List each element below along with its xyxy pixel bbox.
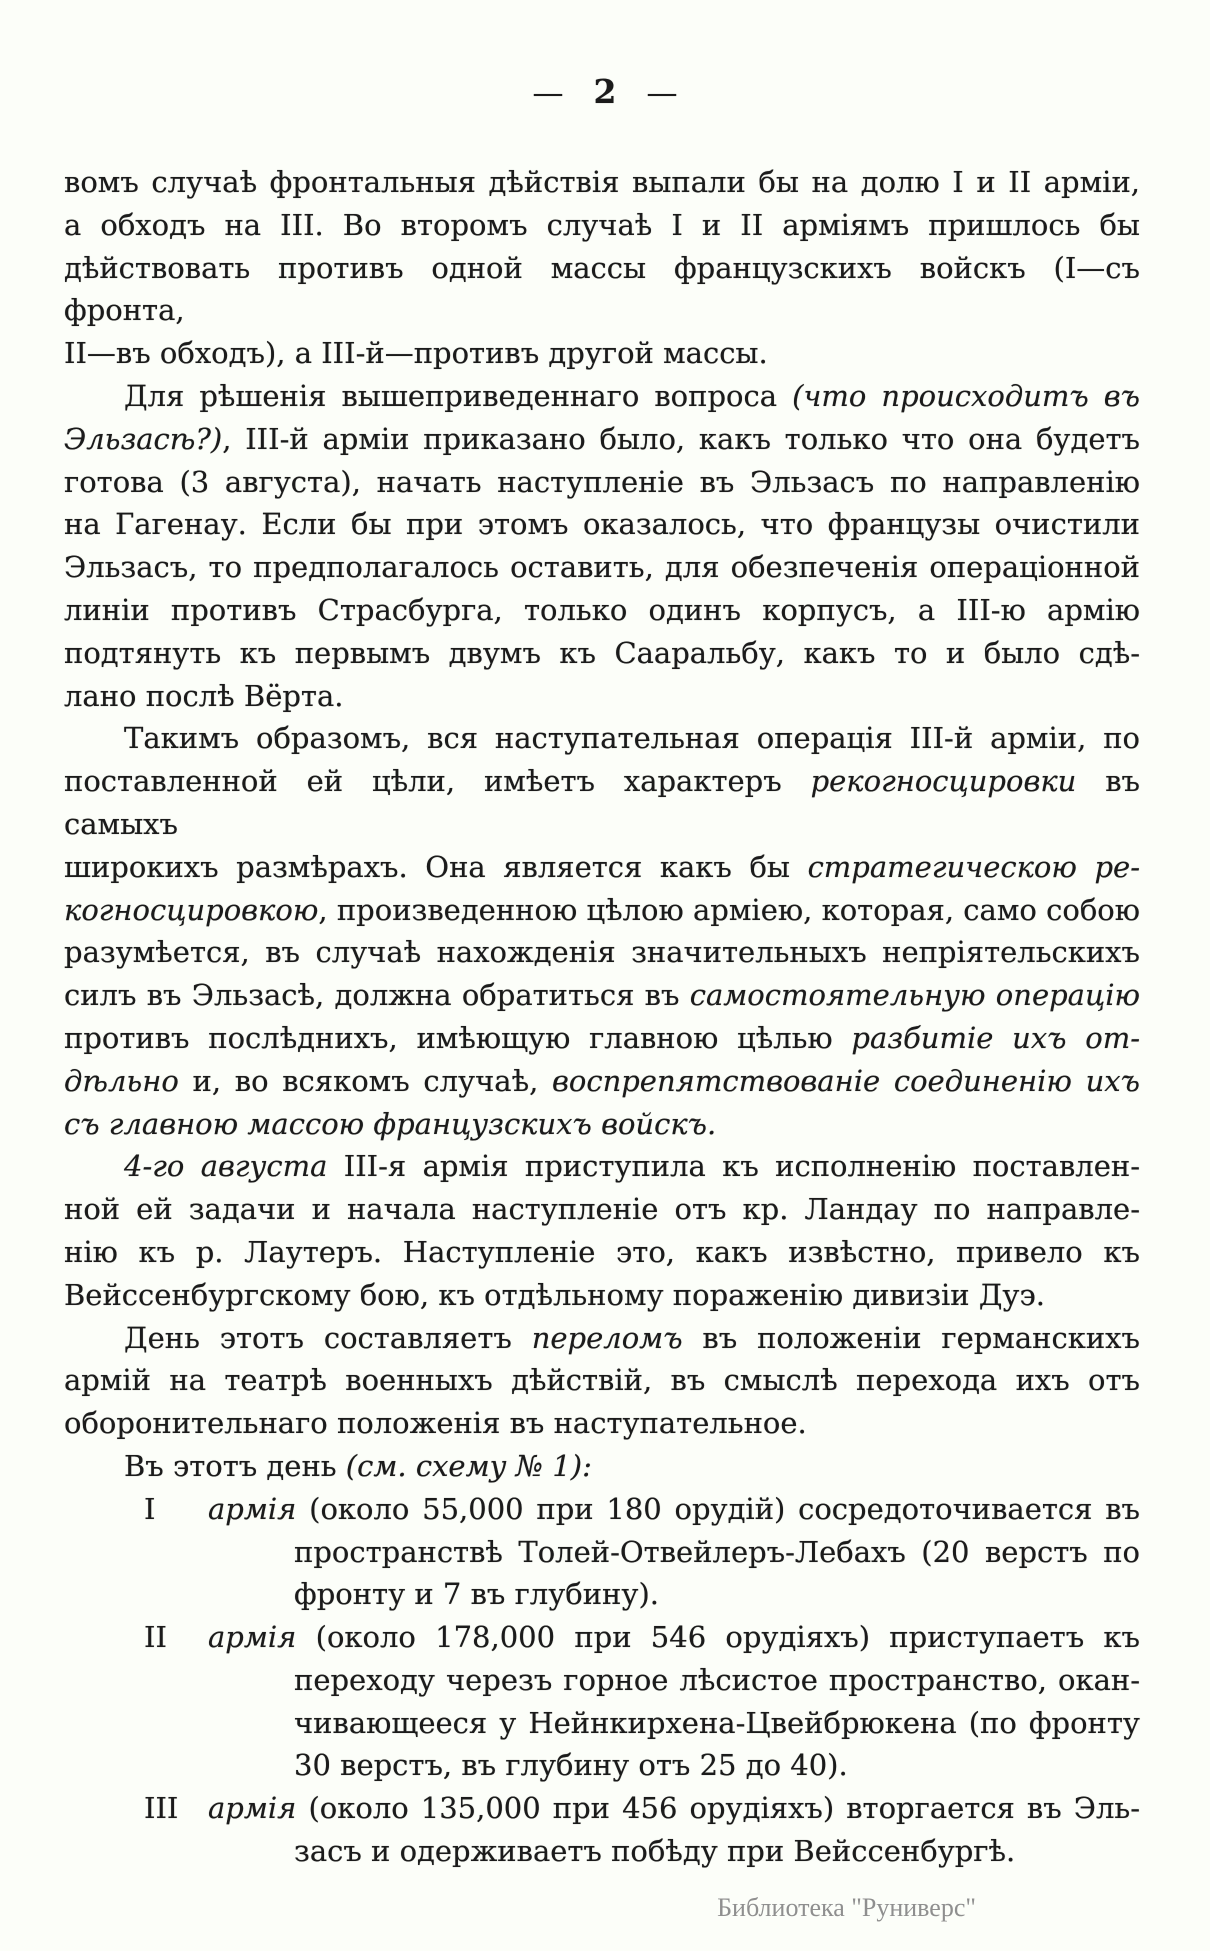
text-run: на Гагенау. Если бы при этомъ оказалось, что французы очистили bbox=[64, 507, 1140, 542]
text-run: подтянуть къ первымъ двумъ къ Сааральбу, какъ то и было сдѣ- bbox=[64, 635, 1140, 670]
text-line bbox=[64, 161, 1140, 204]
text-run: въ положеніи германскихъ bbox=[682, 1320, 1140, 1355]
paragraph-frontal-actions bbox=[64, 161, 1140, 375]
header-left-dash: — bbox=[532, 75, 564, 111]
paragraph-turning-point bbox=[64, 1317, 1140, 1445]
text-run: Такимъ образомъ, вся наступательная операція III-й арміи, по bbox=[124, 721, 1140, 756]
italic-text-run: армія bbox=[208, 1620, 297, 1655]
text-run: ной ей задачи и начала наступленіе отъ кр. Ландау по направле- bbox=[64, 1192, 1140, 1227]
header-right-dash: — bbox=[646, 75, 678, 111]
text-run: Вейссенбургскому бою, къ отдѣльному пораженію дивизіи Дуэ. bbox=[64, 1277, 1045, 1312]
text-run: противъ послѣднихъ, имѣющую главною цѣлью bbox=[64, 1020, 852, 1055]
text-run: Для рѣшенія вышеприведеннаго вопроса bbox=[124, 378, 793, 413]
text-run: Въ этотъ день bbox=[124, 1448, 346, 1483]
text-run: День этотъ составляетъ bbox=[124, 1320, 532, 1355]
army-list-item-1 bbox=[64, 1488, 1140, 1616]
paragraph-reconnaissance-character bbox=[64, 717, 1140, 1145]
text-line bbox=[64, 1787, 1140, 1830]
text-line bbox=[64, 1103, 1140, 1146]
text-line bbox=[64, 418, 1140, 461]
text-line bbox=[64, 204, 1140, 247]
text-run: поставленной ей цѣли, имѣетъ характеръ bbox=[64, 764, 811, 799]
italic-text-run: когносцировкою bbox=[64, 892, 319, 927]
italic-text-run: (что происходитъ въ bbox=[792, 378, 1140, 413]
page-text bbox=[64, 161, 1140, 1873]
text-line bbox=[64, 974, 1140, 1017]
text-run: оборонительнаго положенія въ наступательное. bbox=[64, 1406, 807, 1441]
army-list-item-2 bbox=[64, 1616, 1140, 1787]
text-line bbox=[64, 1573, 1140, 1616]
text-line bbox=[64, 461, 1140, 504]
italic-text-run: дѣльно bbox=[64, 1063, 179, 1098]
text-line bbox=[64, 889, 1140, 932]
italic-text-run: разбитіе ихъ от- bbox=[851, 1020, 1140, 1055]
army-list-marker: II bbox=[144, 1620, 167, 1655]
text-line bbox=[64, 503, 1140, 546]
text-run: засъ и одерживаетъ побѣду при Вейссенбургѣ. bbox=[294, 1834, 1016, 1869]
italic-text-run: стратегическою ре- bbox=[807, 849, 1140, 884]
italic-text-run: армія bbox=[208, 1491, 297, 1526]
text-run: въ самыхъ bbox=[64, 764, 1140, 841]
text-run: (около 135,000 при 456 орудіяхъ) вторгается въ Эль- bbox=[296, 1791, 1140, 1826]
text-run: вомъ случаѣ фронтальныя дѣйствія выпали бы на долю I и II арміи, bbox=[64, 165, 1140, 199]
text-line bbox=[64, 1274, 1140, 1317]
text-run: и, во всякомъ случаѣ, bbox=[178, 1063, 552, 1098]
army-list-marker: I bbox=[144, 1491, 156, 1526]
italic-text-run: (см. схему № 1): bbox=[345, 1448, 592, 1483]
text-line bbox=[64, 1830, 1140, 1873]
text-run: (около 178,000 при 546 орудіяхъ) приступаетъ къ bbox=[296, 1620, 1140, 1655]
text-run: чивающееся у Нейнкирхена-Цвейбрюкена (по фронту bbox=[294, 1705, 1140, 1740]
text-line bbox=[64, 546, 1140, 589]
text-run: разумѣется, въ случаѣ нахожденія значительныхъ непріятельскихъ bbox=[64, 935, 1140, 970]
text-line bbox=[64, 632, 1140, 675]
text-run: лано послѣ Вёрта. bbox=[64, 678, 344, 713]
text-line bbox=[64, 1445, 1140, 1488]
army-list-marker: III bbox=[144, 1791, 179, 1826]
text-line bbox=[64, 589, 1140, 632]
italic-text-run: воспрепятствованіе соединенію ихъ bbox=[551, 1063, 1140, 1098]
text-line bbox=[64, 1359, 1140, 1402]
text-run: III-я армія приступила къ исполненію поставлен- bbox=[327, 1149, 1140, 1184]
watermark: Библиотека "Руниверс" bbox=[717, 1893, 976, 1922]
text-line bbox=[64, 931, 1140, 974]
text-line bbox=[64, 1531, 1140, 1574]
text-run: , III-й арміи приказано было, какъ только что она будетъ bbox=[222, 421, 1140, 456]
text-line bbox=[64, 1702, 1140, 1745]
italic-text-run: съ главною массою французскихъ войскъ. bbox=[64, 1106, 717, 1141]
text-line bbox=[64, 1488, 1140, 1531]
text-line bbox=[64, 247, 1140, 333]
paragraph-third-army-order bbox=[64, 375, 1140, 717]
text-run: линіи противъ Страсбурга, только одинъ корпусъ, а III-ю армію bbox=[64, 592, 1140, 627]
text-line bbox=[64, 1317, 1140, 1360]
text-run: нію къ р. Лаутеръ. Наступленіе это, какъ извѣстно, привело къ bbox=[64, 1234, 1140, 1269]
text-line bbox=[64, 675, 1140, 718]
text-line bbox=[64, 1231, 1140, 1274]
army-list-item-3 bbox=[64, 1787, 1140, 1873]
text-line bbox=[64, 846, 1140, 889]
text-run: фронту и 7 въ глубину). bbox=[294, 1577, 659, 1612]
italic-text-run: самостоятельную операцію bbox=[689, 978, 1141, 1013]
text-line bbox=[64, 1659, 1140, 1702]
italic-text-run: рекогносцировки bbox=[810, 764, 1077, 799]
text-line bbox=[64, 1017, 1140, 1060]
text-run: пространствѣ Толей-Отвейлеръ-Лебахъ (20 верстъ по bbox=[294, 1534, 1140, 1569]
text-run: широкихъ размѣрахъ. Она является какъ бы bbox=[64, 849, 808, 884]
paragraph-august-4th bbox=[64, 1145, 1140, 1316]
text-run: армій на театрѣ военныхъ дѣйствій, въ смыслѣ перехода ихъ отъ bbox=[64, 1363, 1140, 1398]
text-run: , произведенною цѣлою арміею, которая, само собою bbox=[318, 892, 1140, 927]
text-run: (около 55,000 при 180 орудій) сосредоточивается въ bbox=[296, 1491, 1140, 1526]
paragraph-see-schema bbox=[64, 1445, 1140, 1488]
text-line bbox=[64, 717, 1140, 760]
text-run: II—въ обходъ), а III-й—противъ другой массы. bbox=[64, 336, 768, 371]
text-line bbox=[64, 1145, 1140, 1188]
italic-text-run: переломъ bbox=[531, 1320, 683, 1355]
italic-text-run: Эльзасѣ?) bbox=[64, 421, 223, 456]
text-line bbox=[64, 1188, 1140, 1231]
text-line bbox=[64, 1616, 1140, 1659]
text-line bbox=[64, 1060, 1140, 1103]
text-line bbox=[64, 375, 1140, 418]
text-run: дѣйствовать противъ одной массы французскихъ войскъ (I—съ фронта, bbox=[64, 250, 1140, 328]
text-run: готова (3 августа), начать наступленіе въ Эльзасъ по направленію bbox=[64, 464, 1140, 499]
text-line bbox=[64, 332, 1140, 375]
text-run: 30 верстъ, въ глубину отъ 25 до 40). bbox=[294, 1748, 848, 1783]
text-line bbox=[64, 1744, 1140, 1787]
italic-text-run: армія bbox=[208, 1791, 297, 1826]
text-run: переходу черезъ горное лѣсистое пространство, окан- bbox=[294, 1662, 1140, 1697]
italic-text-run: 4-го августа bbox=[124, 1149, 328, 1184]
text-run: а обходъ на III. Во второмъ случаѣ I и II арміямъ пришлось бы bbox=[64, 207, 1140, 242]
text-line bbox=[64, 760, 1140, 846]
page-number: 2 bbox=[593, 72, 617, 111]
text-run: силъ въ Эльзасѣ, должна обратиться въ bbox=[64, 978, 690, 1013]
text-line bbox=[64, 1402, 1140, 1445]
page-header bbox=[0, 70, 1210, 115]
text-run: Эльзасъ, то предполагалось оставить, для обезпеченія операціонной bbox=[64, 550, 1140, 585]
